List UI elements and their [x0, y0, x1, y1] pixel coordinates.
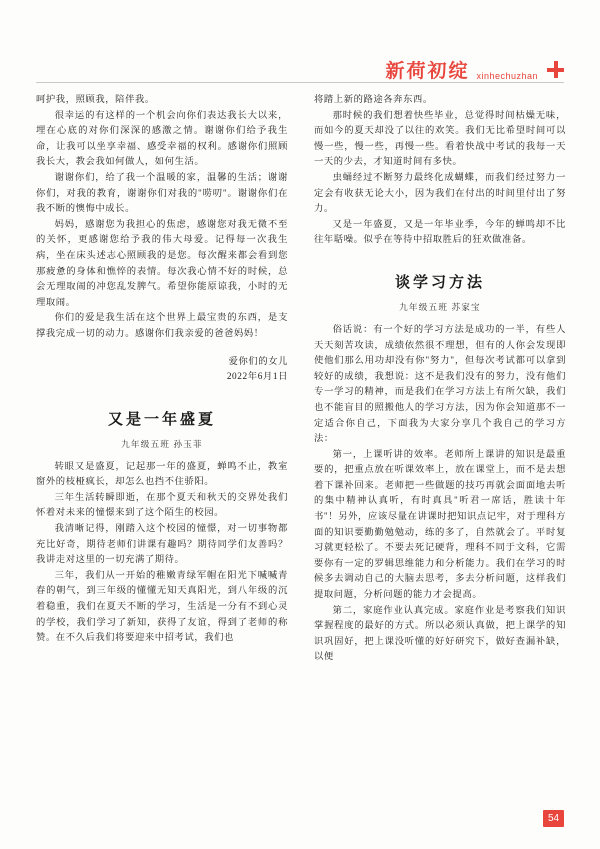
paragraph: 虫蛹经过不断努力最终化成蝴蝶，而我们经过努力一定会有收获无论大小，因为我们在付出的时间里付出了努力。	[314, 172, 566, 215]
paragraph: 第一，上课听讲的效率。老师所上课讲的知识是最重要的，把重点放在听课效率上，放在课堂上，而不是去想着下课补回来。老师把一些做题的技巧再就会面面地去听的集中精神认真听，有时真具"听君一席话，胜读十年书"！另外，应该尽量在讲课时把知识点记牢，对于理科方面的知识要勤勤勉勉动，练的多了，自然就会了。平时复习就更轻松了。不要去死记硬背，理科不同于文科，它需要你有一定的罗辑思维能力和分析能力。我们在学习的时候多去调动自己的大脑去思考，多去分析问题，这样我们提取问题，分析问题的能力才会提高。	[314, 449, 566, 601]
paragraph: 三年生活转瞬即逝，在那个夏天和秋天的交界处我们怀着对未来的憧憬来到了这个陌生的校园。	[36, 492, 288, 519]
paragraph: 很幸运的有这样的一个机会向你们表达我长大以来，埋在心底的对你们深深的感激之情。谢谢你们给予我生命，让我可以坐享幸福、感受幸福的权利。感谢你们照顾我长大，教会我如何做人，如何生活。	[36, 110, 288, 168]
signature-date: 2022年6月1日	[226, 372, 288, 383]
paragraph: 三年，我们从一开始的稚嫩青绿军帽在阳光下喊喊青春的朝气，到三年级的懂懂无知天真阳光，到八年级的沉着稳重，我们在夏天不断的学习，生活是一分有不到心灵的学校，我们学习了新知，获得了友谊，得到了老师的称赞。在不久后我们将要迎来中招考试，我们也	[36, 570, 288, 644]
paragraph: 呵护我，照顾我，陪伴我。	[36, 95, 155, 105]
header-divider	[36, 82, 564, 83]
paragraph: 谢谢你们，给了我一个温暖的家，温馨的生活；谢谢你们，对我的教育，谢谢你们对我的"唠叨"。谢谢你们在我不断的懊悔中成长。	[36, 172, 288, 215]
article-title: 又是一年盛夏	[107, 411, 216, 428]
article-byline: 九年级五班 孙玉菲	[121, 438, 203, 449]
paragraph: 那时候的我们想着快些毕业，总觉得时间枯燥无味，而如今的夏天却没了以往的欢笑。我们无比希望时间可以慢一些，慢一些，再慢一些。看着快战中考试的我每一天一天的少去，才知道时间有多快。	[314, 110, 566, 168]
paragraph: 俗话说：有一个好的学习方法是成功的一半，有些人天天刻苦攻读，成绩依然很不理想，但有的人你会发现即使他们那么用功却没有你"努力"，但每次考试都可以拿到较好的成绩，我想说：这不是我们没有的努力，没有他们专一学习的精神，而是我们在学习方法上有所欠缺，我们也不能盲目的照搬他人的学习方法，因为你会知道那不一定适合你自己，下面我为大家分享几个我自己的学习方法：	[314, 324, 566, 445]
page-columns	[36, 93, 564, 801]
page-number: 54	[543, 810, 564, 827]
paragraph: 将踏上新的路途各奔东西。	[314, 95, 433, 105]
right-column	[314, 93, 566, 801]
paragraph: 我清晰记得，刚踏入这个校园的憧憬，对一切事物都充比好奇，期待老师们讲课有趣吗？期待同学们友善吗？我讲走对这里的一切充满了期待。	[36, 524, 288, 566]
paragraph: 又是一年盛夏，又是一年毕业季，今年的蝉鸣却不比往年聒噪。似乎在等待中招取胜后的狂欢做准备。	[314, 219, 566, 246]
paragraph: 妈妈，感谢您为我担心的焦虑，感谢您对我无微不至的关怀，更感谢您给予我的伟大母爱。记得每一次我生病，坐在床头述志心照顾我的是您。每次醒来都会看到您那疲惫的身体和憔悴的表情。每次我心情不好的时候，总会无理取闹的冲您乱发脾气。希望你能原谅我，小时的无理取闹。	[36, 219, 288, 308]
paragraph: 转眼又是盛夏，记起那一年的盛夏，蝉鸣不止，教室窗外的枝桠疯长，却怎么也挡不住骄阳。	[36, 461, 288, 488]
letter-signature	[36, 355, 288, 386]
masthead-title: 新荷初绽	[385, 61, 470, 82]
red-cross-mark-icon	[547, 61, 564, 78]
paragraph: 第二，家庭作业认真完成。家庭作业是考察我们知识掌握程度的最好的方式。所以必须认真做，把上课学的知识巩固好，把上课没听懂的好好研究下，做好查漏补缺，以便	[314, 605, 566, 663]
left-column	[36, 93, 288, 801]
paragraph: 你们的爱是我生活在这个世界上最宝贵的东西，是支撑我完成一切的动力。感谢你们我亲爱的爸爸妈妈！	[36, 313, 288, 339]
article-byline: 九年级五班 苏家宝	[399, 301, 481, 312]
masthead	[385, 56, 564, 83]
signature-line: 爱你们的女儿	[228, 356, 288, 367]
masthead-pinyin: xinhechuzhan	[476, 71, 538, 81]
article-title: 谈学习方法	[394, 274, 485, 291]
